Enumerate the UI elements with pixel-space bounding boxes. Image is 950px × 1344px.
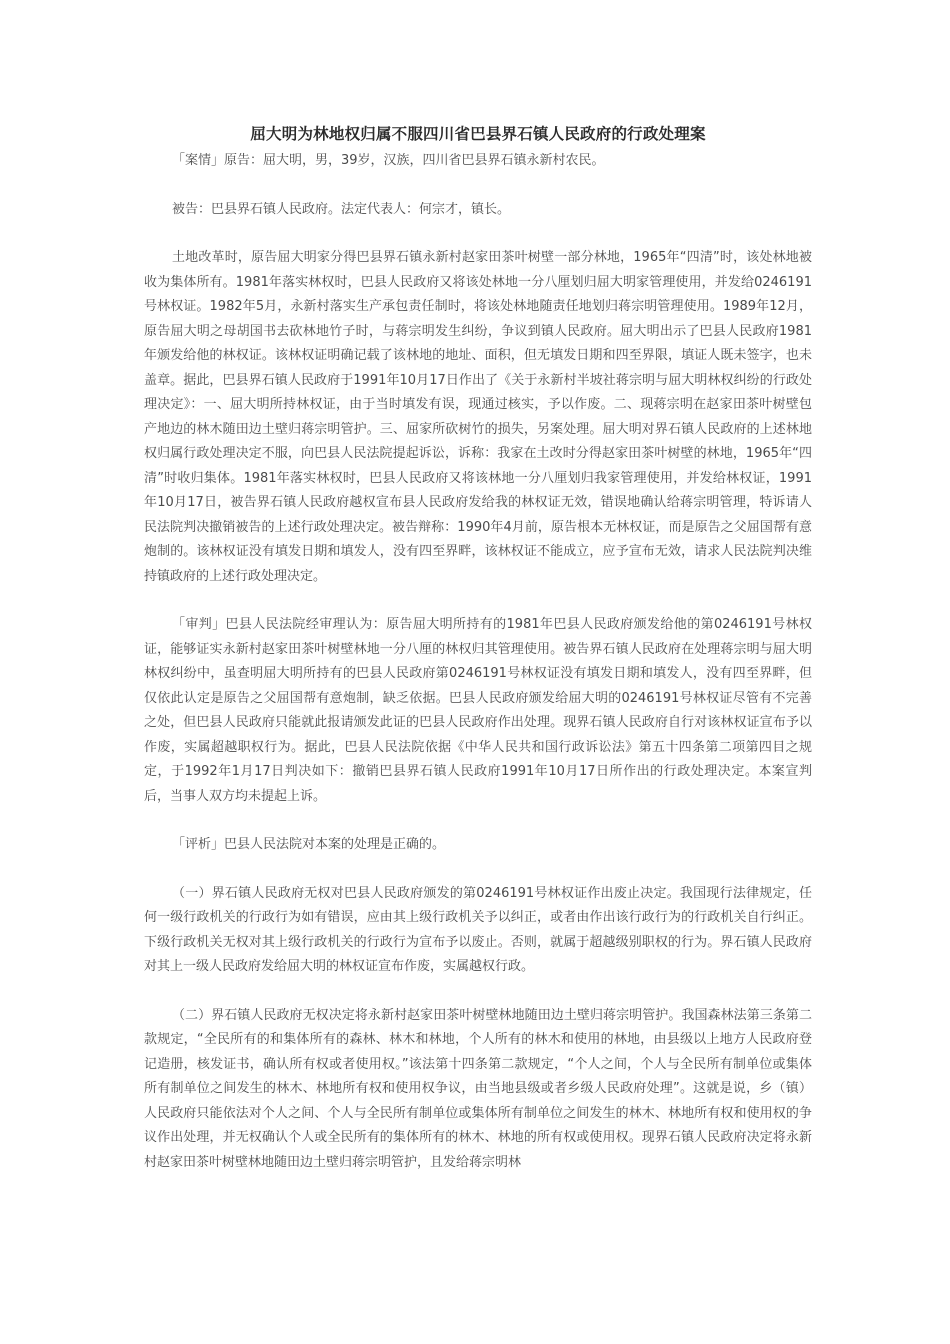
document-page [144, 120, 812, 1175]
commentary-intro-paragraph: 「评析」巴县人民法院对本案的处理是正确的。 [172, 837, 446, 852]
trial-paragraph: 「审判」巴县人民法院经审理认为：原告屈大明所持有的1981年巴县人民政府颁发给他的第0246191号林权证，能够证实永新村赵家田茶叶树壁林地一分八厘的林权归其管理使用。被告界石镇人民政府在处理蒋宗明与屈大明林权纠纷中，虽查明屈大明所持有的巴县人民政府第0246191号林权证没有填发日期和填发人，没有四至界畔，但仅依此认定是原告之父屈国帮有意炮制，缺乏依据。巴县人民政府颁发给屈大明的0246191号林权证尽管有不完善之处，但巴县人民政府只能就此报请颁发此证的巴县人民政府作出处理。现界石镇人民政府自行对该林权证宣布予以作废，实属超越职权行为。据此，巴县人民法院依据《中华人民共和国行政诉讼法》第五十四条第二项第四目之规定，于1992年1月17日判决如下：撤销巴县界石镇人民政府1991年10月17日所作出的行政处理决定。本案宣判后，当事人双方均未提起上诉。 [144, 617, 812, 804]
commentary-point-2-paragraph: （二）界石镇人民政府无权决定将永新村赵家田茶叶树壁林地随田边土壁归蒋宗明管护。我国森林法第三条第二款规定，“全民所有的和集体所有的森林、林木和林地，个人所有的林木和使用的林地，由县级以上地方人民政府登记造册，核发证书，确认所有权或者使用权。”该法第十四条第二款规定，“个人之间，个人与全民所有制单位或集体所有制单位之间发生的林木、林地所有权和使用权争议，由当地县级或者乡级人民政府处理”。这就是说，乡（镇）人民政府只能依法对个人之间、个人与全民所有制单位或集体所有制单位之间发生的林木、林地所有权和使用权的争议作出处理，并无权确认个人或全民所有的集体所有的林木、林地的所有权或使用权。现界石镇人民政府决定将永新村赵家田茶叶树壁林地随田边土壁归蒋宗明管护，且发给蒋宗明林 [144, 1007, 812, 1170]
case-facts-plaintiff-paragraph: 「案情」原告：屈大明，男，39岁，汉族，四川省巴县界石镇永新村农民。 [172, 153, 605, 168]
document-title: 屈大明为林地权归属不服四川省巴县界石镇人民政府的行政处理案 [250, 125, 706, 143]
commentary-point-1-paragraph: （一）界石镇人民政府无权对巴县人民政府颁发的第0246191号林权证作出废止决定。我国现行法律规定，任何一级行政机关的行政行为如有错误，应由其上级行政机关予以纠正，或者由作出该行政行为的行政机关自行纠正。下级行政机关无权对其上级行政机关的行政行为宣布予以废止。否则，就属于超越级别职权的行为。界石镇人民政府对其上一级人民政府发给屈大明的林权证宣布作废，实属越权行政。 [144, 885, 812, 974]
case-facts-paragraph: 土地改革时，原告屈大明家分得巴县界石镇永新村赵家田茶叶树壁一部分林地，1965年“四清”时，该处林地被收为集体所有。1981年落实林权时，巴县人民政府又将该处林地一分八厘划归屈大明家管理使用，并发给0246191号林权证。1982年5月，永新村落实生产承包责任制时，将该处林地随责任地划归蒋宗明管理使用。1989年12月，原告屈大明之母胡国书去砍林地竹子时，与蒋宗明发生纠纷，争议到镇人民政府。屈大明出示了巴县人民政府1981年颁发给他的林权证。该林权证明确记载了该林地的地址、面积，但无填发日期和四至界限，填证人既未签字，也未盖章。据此，巴县界石镇人民政府于1991年10月17日作出了《关于永新村半坡社蒋宗明与屈大明林权纠纷的行政处理决定》：一、屈大明所持林权证，由于当时填发有误，现通过核实，予以作废。二、现蒋宗明在赵家田茶叶树壁包产地边的林木随田边土壁归蒋宗明管护。三、屈家所砍树竹的损失，另案处理。屈大明对界石镇人民政府的上述林地权归属行政处理决定不服，向巴县人民法院提起诉讼，诉称：我家在土改时分得赵家田茶叶树壁的林地，1965年“四清”时收归集体。1981年落实林权时，巴县人民政府又将该林地一分八厘划归我家管理使用，并发给林权证，1991年10月17日，被告界石镇人民政府越权宣布县人民政府发给我的林权证无效，错误地确认给蒋宗明管理，特诉请人民法院判决撤销被告的上述行政处理决定。被告辩称：1990年4月前，原告根本无林权证，而是原告之父屈国帮有意炮制的。该林权证没有填发日期和填发人，没有四至界畔，该林权证不能成立，应予宣布无效，请求人民法院判决维持镇政府的上述行政处理决定。 [144, 250, 812, 584]
defendant-paragraph: 被告：巴县界石镇人民政府。法定代表人：何宗才，镇长。 [172, 201, 511, 217]
